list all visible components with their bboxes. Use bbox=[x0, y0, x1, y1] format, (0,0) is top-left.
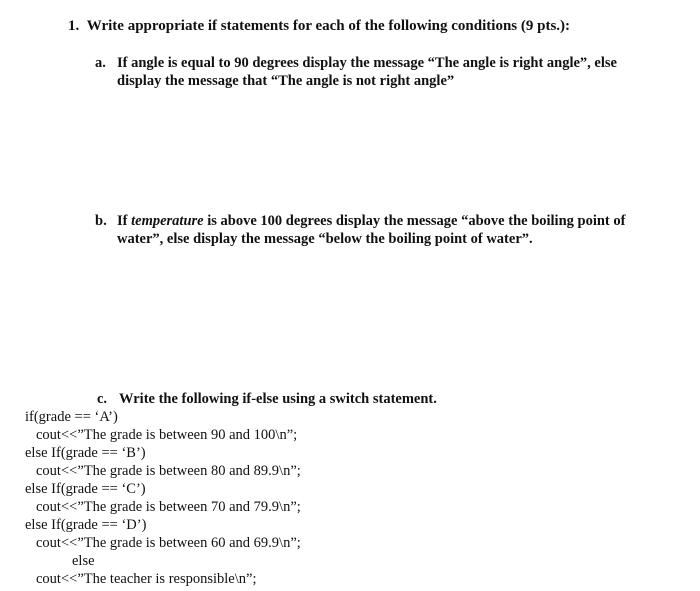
code-line: else bbox=[72, 553, 95, 569]
part-a-label: a. bbox=[95, 55, 106, 71]
part-b bbox=[95, 212, 625, 248]
part-c-label: c. bbox=[97, 391, 108, 407]
question-number: 1. bbox=[68, 18, 80, 34]
part-a-line1: If angle is equal to 90 degrees display the message “The angle is right angle”, else bbox=[117, 55, 617, 71]
part-b-emphasis: temperature bbox=[131, 213, 204, 229]
code-line: cout<<”The grade is between 80 and 89.9\n”; bbox=[36, 463, 301, 479]
part-b-label: b. bbox=[95, 213, 107, 229]
question-text: Write appropriate if statements for each of the following conditions (9 pts.): bbox=[86, 18, 571, 34]
code-line: cout<<”The teacher is responsible\n”; bbox=[36, 571, 257, 587]
code-line: else If(grade == ‘B’) bbox=[25, 445, 146, 461]
question-heading bbox=[68, 18, 570, 35]
code-line: else If(grade == ‘C’) bbox=[25, 481, 146, 497]
code-line: if(grade == ‘A’) bbox=[25, 409, 118, 425]
code-line: cout<<”The grade is between 60 and 69.9\n”; bbox=[36, 535, 301, 551]
part-c bbox=[97, 390, 437, 408]
code-line: cout<<”The grade is between 90 and 100\n”; bbox=[36, 427, 298, 443]
part-a-line2: display the message that “The angle is not right angle” bbox=[117, 73, 455, 89]
part-b-line2: water”, else display the message “below the boiling point of water”. bbox=[117, 231, 533, 247]
part-c-text: Write the following if-else using a switch statement. bbox=[119, 391, 437, 407]
code-block bbox=[25, 408, 301, 588]
part-b-line1-rest: is above 100 degrees display the message “above the boiling point of bbox=[207, 213, 626, 229]
part-b-prefix: If bbox=[117, 213, 128, 229]
part-a bbox=[95, 54, 617, 90]
code-line: cout<<”The grade is between 70 and 79.9\n”; bbox=[36, 499, 301, 515]
code-line: else If(grade == ‘D’) bbox=[25, 517, 147, 533]
